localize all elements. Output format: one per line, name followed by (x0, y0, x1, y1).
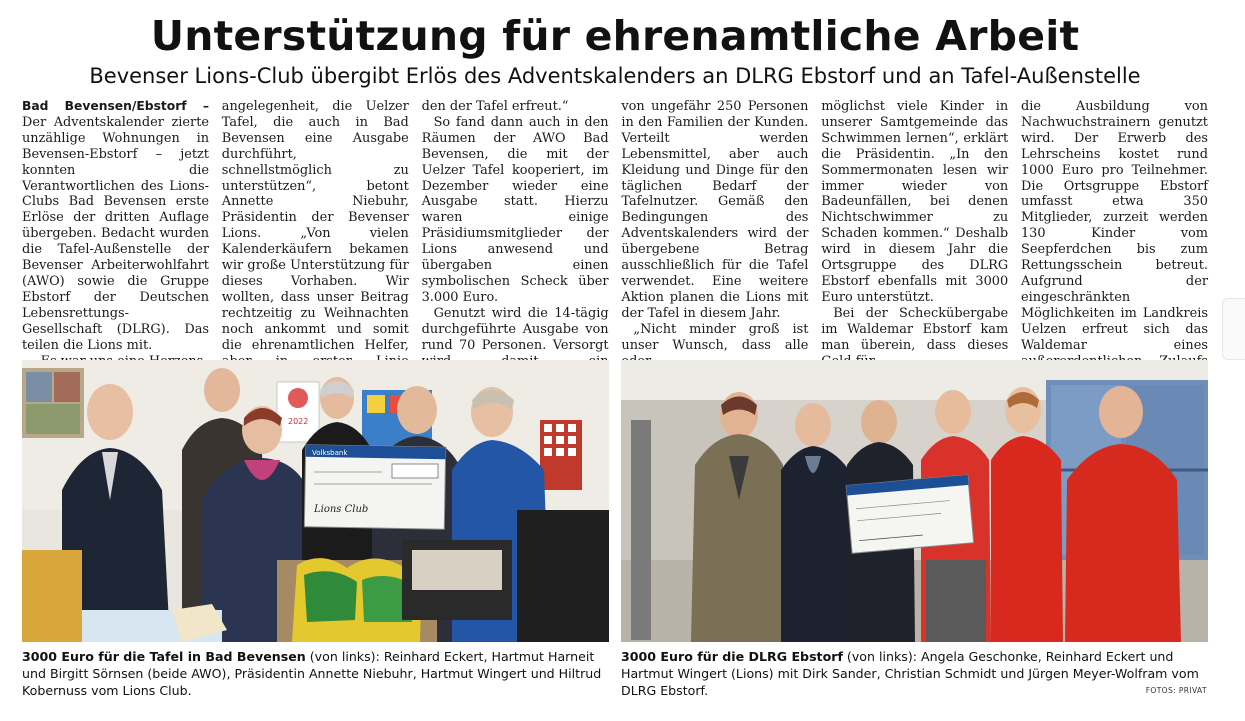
caption-photo-1 (22, 648, 609, 699)
column-text: möglichst viele Kinder in unserer Samtgemeinde das Schwimmen lernen“, erklärt die Präsidentin. „In den Sommermonaten lesen wir immer wieder von Badeunfällen, bei denen Nichtschwimmer zu Schaden kommen.“ Deshalb wird in diesem Jahr die Ortsgruppe des DLRG Ebstorf ebenfalls mit 3000 Euro unterstützt. (821, 99, 1009, 305)
article-column-1 (22, 99, 209, 353)
article-body (22, 99, 1208, 353)
column-text: von ungefähr 250 Personen in den Familien der Kunden. Verteilt werden Lebensmittel, aber auch Kleidung und Dinge für den täglichen Bedarf der Tafelnutzer. Gemäß den Bedingungen des Adventskalenders wird der übergebene Betrag ausschließlich für die Tafel verwendet. Eine weitere Aktion planen die Lions mit der Tafel in diesem Jahr. (621, 99, 809, 321)
subheadline: Bevenser Lions-Club übergibt Erlös des Adventskalenders an DLRG Ebstorf und an Tafel-Außenstelle (89, 64, 1141, 88)
photo-tafel-bad-bevensen (22, 360, 609, 642)
column-text: die Ausbildung von Nachwuchstrainern genutzt wird. Der Erwerb des Lehrscheins kostet rund 1000 Euro pro Teilnehmer. Die Ortsgruppe Ebstorf umfasst etwa 350 Mitglieder, zurzeit werden 130 Kinder vom Seepferdchen bis zum Rettungsschein betreut. Aufgrund der eingeschränkten Möglichkeiten im Landkreis Uelzen erfreut sich das Waldemar eines (1020, 99, 1208, 353)
caption-text: (von links): Angela Geschonke, Reinhard Eckert und Hartmut Wingert (Lions) mit Dirk Sander, Christian Schmidt und Jürgen Meyer-Wolfram vom DLRG Ebstorf. (621, 649, 1199, 698)
caption-title: 3000 Euro für die Tafel in Bad Bevensen (22, 649, 306, 664)
article-column-6 (1020, 99, 1208, 353)
caption-title: 3000 Euro für die DLRG Ebstorf (621, 649, 843, 664)
article-column-5 (821, 99, 1009, 353)
column-text: Genutzt wird die 14-tägig durchgeführte Ausgabe von rund 70 Personen. Versorgt (421, 305, 609, 353)
caption-text: (von links): Reinhard Eckert, Hartmut Harneit und Birgitt Sörnsen (beide AWO), Präsidentin Annette Niebuhr, Hartmut Wingert und Hiltrud Kobernuss vom Lions Club. (22, 649, 602, 698)
photo-dlrg-ebstorf (621, 360, 1208, 642)
dateline: Bad Bevensen/Ebstorf – (22, 99, 209, 113)
caption-photo-2 (621, 648, 1208, 699)
side-tab[interactable] (1222, 298, 1245, 360)
article-column-2 (221, 99, 409, 353)
cheque-bank-label: Volksbank (312, 449, 348, 457)
calendar-year: 2022 (288, 417, 309, 426)
headline: Unterstützung für ehrenamtliche Arbeit (150, 12, 1080, 60)
column-text: angelegenheit, die Uelzer Tafel, die auch in Bad Bevensen eine Ausgabe durchführt, schnellstmöglich zu unterstützen“, betont Annette Niebuhr, Präsidentin der Bevenser Lions. „Von vielen Kalenderkäufern bekamen wir große Unterstützung für dieses Vorhaben. Wir wollten, dass unser Beitrag rechtzeitig zu Weihnachten noch ankommt und somit die ehrenamtlichen Helfer, (221, 99, 409, 353)
article-column-3 (421, 99, 609, 353)
cheque-signature: Lions Club (314, 504, 369, 515)
column-text: So fand dann auch in den Räumen der AWO Bad Bevensen, die mit der Uelzer Tafel kooperiert, im Dezember wieder eine Ausgabe statt. Hierzu waren einige Präsidiumsmitglieder der Lions anwesend und übergaben einen symbolischen Scheck über 3.000 Euro. (421, 114, 609, 305)
article-column-4 (621, 99, 809, 353)
column-text: „Nicht minder groß ist unser Wunsch, dass alle (621, 321, 809, 353)
column-text: Der Adventskalender zierte unzählige Wohnungen in Bevensen-Ebstorf – jetzt konnten die Verantwortlichen des Lions-Clubs Bad Bevensen erste Erlöse der dritten Auflage übergeben. Bedacht wurden die Tafel-Außenstelle der Bevenser Arbeiterwohlfahrt (AWO) sowie die Gruppe Ebstorf der Deutschen Lebensrettungs-Gesellschaft (DLRG). Das teilen die Lions mit. (22, 114, 209, 353)
photo-credit: FOTOS: PRIVAT (1145, 686, 1207, 695)
column-text: Bei der Scheckübergabe im Waldemar Ebstorf kam man überein, dass dieses (821, 305, 1009, 353)
column-text: den der Tafel erfreut.“ (421, 99, 569, 114)
